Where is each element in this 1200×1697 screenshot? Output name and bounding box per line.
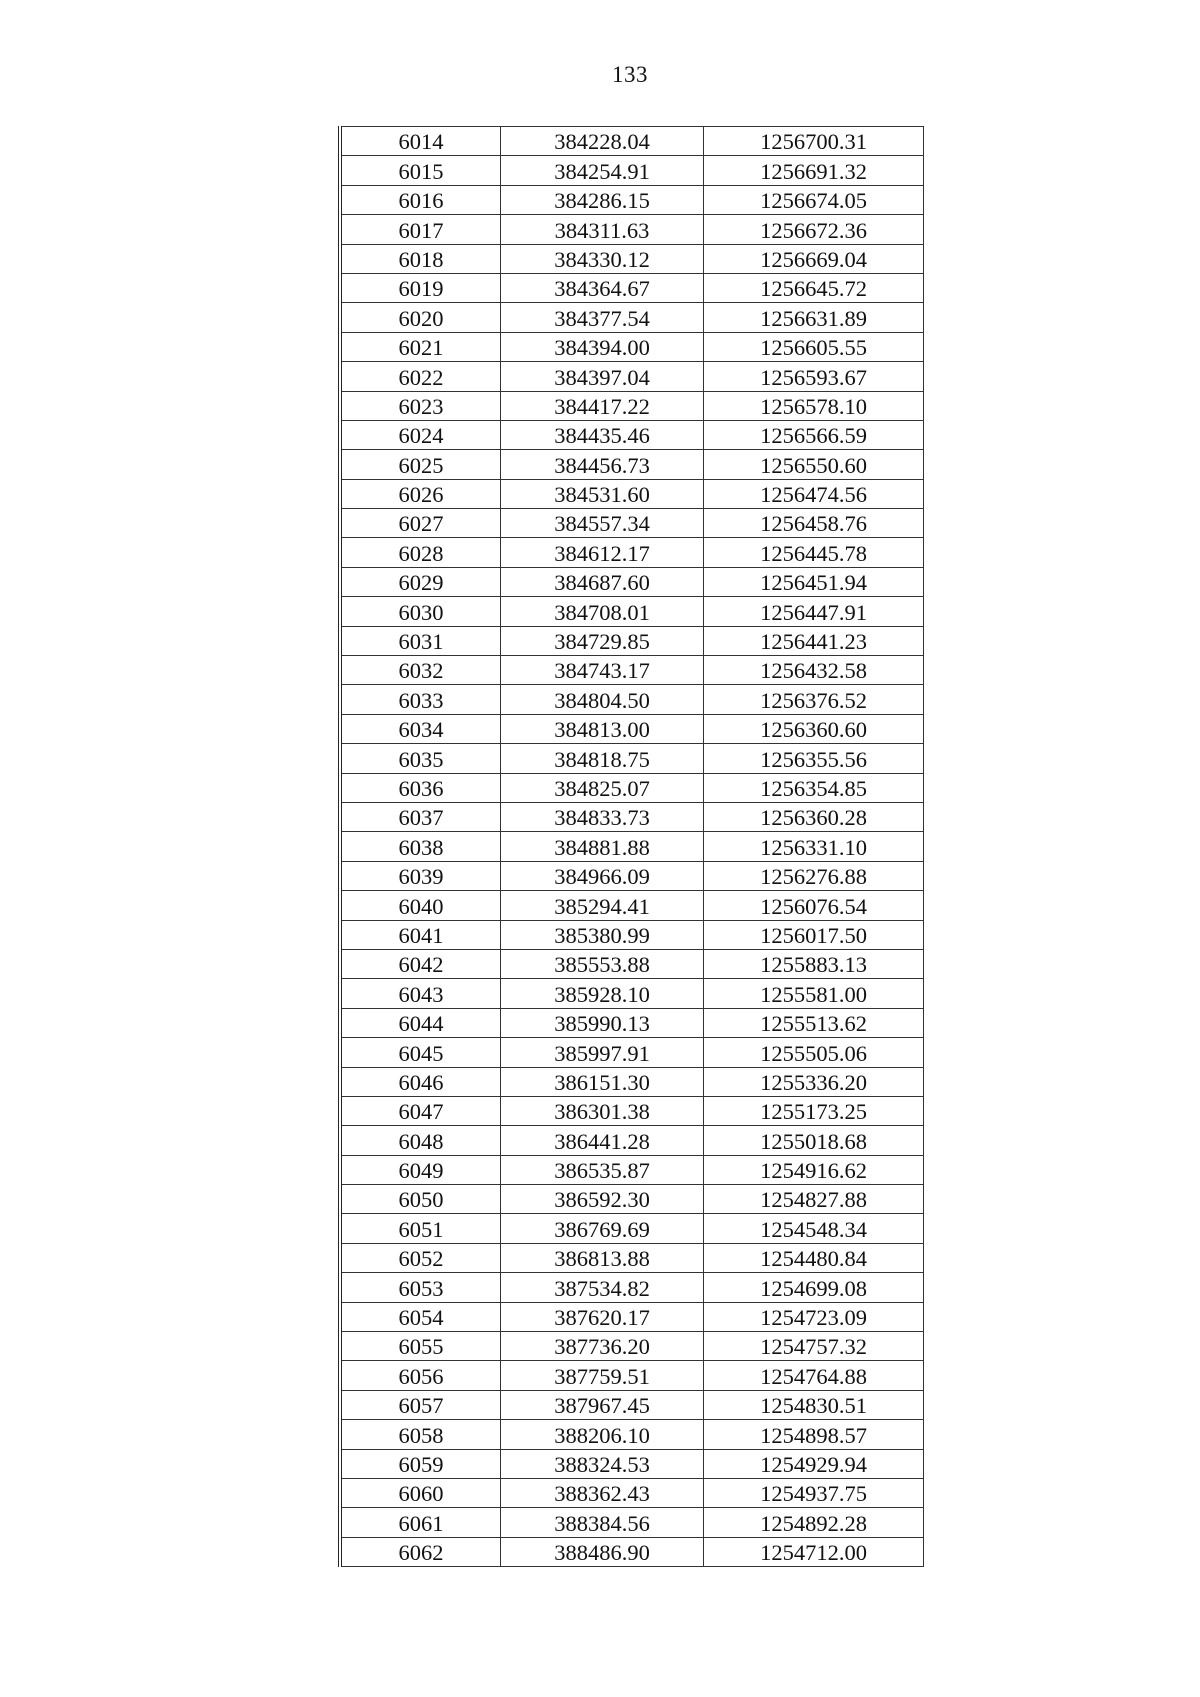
y-coordinate-cell: 1256354.85 [704, 773, 924, 802]
y-coordinate-cell: 1256445.78 [704, 538, 924, 567]
point-number-cell: 6018 [340, 244, 501, 273]
table-row [340, 1449, 924, 1478]
y-coordinate-cell: 1254548.34 [704, 1214, 924, 1243]
x-coordinate-cell: 384417.22 [501, 391, 704, 420]
x-coordinate-cell: 387534.82 [501, 1273, 704, 1302]
table-row [340, 685, 924, 714]
x-coordinate-cell: 384804.50 [501, 685, 704, 714]
table-row [340, 479, 924, 508]
y-coordinate-cell: 1256645.72 [704, 273, 924, 302]
table-row [340, 1126, 924, 1155]
x-coordinate-cell: 386769.69 [501, 1214, 704, 1243]
point-number-cell: 6055 [340, 1332, 501, 1361]
y-coordinate-cell: 1256017.50 [704, 920, 924, 949]
table-row [340, 714, 924, 743]
y-coordinate-cell: 1255513.62 [704, 1008, 924, 1037]
point-number-cell: 6038 [340, 832, 501, 861]
table-row [340, 362, 924, 391]
y-coordinate-cell: 1254757.32 [704, 1332, 924, 1361]
table-row [340, 832, 924, 861]
y-coordinate-cell: 1256458.76 [704, 509, 924, 538]
point-number-cell: 6046 [340, 1067, 501, 1096]
y-coordinate-cell: 1254699.08 [704, 1273, 924, 1302]
point-number-cell: 6030 [340, 597, 501, 626]
point-number-cell: 6022 [340, 362, 501, 391]
x-coordinate-cell: 384729.85 [501, 626, 704, 655]
x-coordinate-cell: 384881.88 [501, 832, 704, 861]
table-row [340, 626, 924, 655]
table-row [340, 597, 924, 626]
table-row [340, 273, 924, 302]
x-coordinate-cell: 384364.67 [501, 273, 704, 302]
x-coordinate-cell: 384394.00 [501, 332, 704, 361]
table-row [340, 391, 924, 420]
point-number-cell: 6056 [340, 1361, 501, 1390]
y-coordinate-cell: 1254937.75 [704, 1478, 924, 1507]
x-coordinate-cell: 384286.15 [501, 185, 704, 214]
y-coordinate-cell: 1255505.06 [704, 1038, 924, 1067]
y-coordinate-cell: 1256700.31 [704, 127, 924, 156]
point-number-cell: 6024 [340, 420, 501, 449]
table-row [340, 1508, 924, 1537]
x-coordinate-cell: 385928.10 [501, 979, 704, 1008]
x-coordinate-cell: 384966.09 [501, 861, 704, 890]
x-coordinate-cell: 385553.88 [501, 949, 704, 978]
y-coordinate-cell: 1256451.94 [704, 567, 924, 596]
x-coordinate-cell: 388206.10 [501, 1420, 704, 1449]
x-coordinate-cell: 386301.38 [501, 1096, 704, 1125]
table-row [340, 538, 924, 567]
coordinates-table-body [340, 127, 924, 1567]
y-coordinate-cell: 1256441.23 [704, 626, 924, 655]
y-coordinate-cell: 1254827.88 [704, 1185, 924, 1214]
table-row [340, 1243, 924, 1272]
point-number-cell: 6031 [340, 626, 501, 655]
table-row [340, 509, 924, 538]
point-number-cell: 6062 [340, 1537, 501, 1566]
x-coordinate-cell: 384254.91 [501, 156, 704, 185]
y-coordinate-cell: 1256669.04 [704, 244, 924, 273]
x-coordinate-cell: 384557.34 [501, 509, 704, 538]
y-coordinate-cell: 1254764.88 [704, 1361, 924, 1390]
y-coordinate-cell: 1256674.05 [704, 185, 924, 214]
x-coordinate-cell: 384377.54 [501, 303, 704, 332]
y-coordinate-cell: 1255883.13 [704, 949, 924, 978]
table-row [340, 303, 924, 332]
table-row [340, 1390, 924, 1419]
table-row [340, 861, 924, 890]
x-coordinate-cell: 384330.12 [501, 244, 704, 273]
table-row [340, 979, 924, 1008]
point-number-cell: 6049 [340, 1155, 501, 1184]
point-number-cell: 6032 [340, 656, 501, 685]
y-coordinate-cell: 1254712.00 [704, 1537, 924, 1566]
y-coordinate-cell: 1256276.88 [704, 861, 924, 890]
page-number: 133 [612, 62, 648, 87]
table-row [340, 185, 924, 214]
y-coordinate-cell: 1256691.32 [704, 156, 924, 185]
y-coordinate-cell: 1256355.56 [704, 744, 924, 773]
x-coordinate-cell: 384435.46 [501, 420, 704, 449]
point-number-cell: 6048 [340, 1126, 501, 1155]
point-number-cell: 6015 [340, 156, 501, 185]
table-row [340, 1096, 924, 1125]
point-number-cell: 6014 [340, 127, 501, 156]
x-coordinate-cell: 384397.04 [501, 362, 704, 391]
table-row [340, 744, 924, 773]
y-coordinate-cell: 1256550.60 [704, 450, 924, 479]
y-coordinate-cell: 1256566.59 [704, 420, 924, 449]
x-coordinate-cell: 384708.01 [501, 597, 704, 626]
point-number-cell: 6051 [340, 1214, 501, 1243]
point-number-cell: 6039 [340, 861, 501, 890]
y-coordinate-cell: 1256360.60 [704, 714, 924, 743]
y-coordinate-cell: 1254898.57 [704, 1420, 924, 1449]
y-coordinate-cell: 1254916.62 [704, 1155, 924, 1184]
point-number-cell: 6057 [340, 1390, 501, 1419]
x-coordinate-cell: 384456.73 [501, 450, 704, 479]
x-coordinate-cell: 384687.60 [501, 567, 704, 596]
table-row [340, 156, 924, 185]
x-coordinate-cell: 385294.41 [501, 891, 704, 920]
coordinates-table [338, 126, 924, 1567]
x-coordinate-cell: 387620.17 [501, 1302, 704, 1331]
x-coordinate-cell: 386151.30 [501, 1067, 704, 1096]
y-coordinate-cell: 1255173.25 [704, 1096, 924, 1125]
table-row [340, 1067, 924, 1096]
x-coordinate-cell: 384531.60 [501, 479, 704, 508]
x-coordinate-cell: 384612.17 [501, 538, 704, 567]
point-number-cell: 6021 [340, 332, 501, 361]
point-number-cell: 6050 [340, 1185, 501, 1214]
x-coordinate-cell: 386535.87 [501, 1155, 704, 1184]
point-number-cell: 6053 [340, 1273, 501, 1302]
table-row [340, 949, 924, 978]
point-number-cell: 6061 [340, 1508, 501, 1537]
y-coordinate-cell: 1256593.67 [704, 362, 924, 391]
point-number-cell: 6026 [340, 479, 501, 508]
table-row [340, 1537, 924, 1566]
y-coordinate-cell: 1255018.68 [704, 1126, 924, 1155]
y-coordinate-cell: 1256578.10 [704, 391, 924, 420]
point-number-cell: 6040 [340, 891, 501, 920]
x-coordinate-cell: 385990.13 [501, 1008, 704, 1037]
x-coordinate-cell: 384833.73 [501, 802, 704, 831]
table-row [340, 1361, 924, 1390]
x-coordinate-cell: 387759.51 [501, 1361, 704, 1390]
x-coordinate-cell: 386441.28 [501, 1126, 704, 1155]
table-row [340, 127, 924, 156]
point-number-cell: 6041 [340, 920, 501, 949]
x-coordinate-cell: 384813.00 [501, 714, 704, 743]
y-coordinate-cell: 1256672.36 [704, 215, 924, 244]
x-coordinate-cell: 384228.04 [501, 127, 704, 156]
y-coordinate-cell: 1255336.20 [704, 1067, 924, 1096]
table-row [340, 891, 924, 920]
x-coordinate-cell: 384818.75 [501, 744, 704, 773]
y-coordinate-cell: 1256432.58 [704, 656, 924, 685]
x-coordinate-cell: 384743.17 [501, 656, 704, 685]
point-number-cell: 6019 [340, 273, 501, 302]
point-number-cell: 6052 [340, 1243, 501, 1272]
point-number-cell: 6023 [340, 391, 501, 420]
point-number-cell: 6058 [340, 1420, 501, 1449]
point-number-cell: 6037 [340, 802, 501, 831]
y-coordinate-cell: 1255581.00 [704, 979, 924, 1008]
point-number-cell: 6016 [340, 185, 501, 214]
point-number-cell: 6036 [340, 773, 501, 802]
table-row [340, 1478, 924, 1507]
point-number-cell: 6045 [340, 1038, 501, 1067]
x-coordinate-cell: 388324.53 [501, 1449, 704, 1478]
x-coordinate-cell: 388486.90 [501, 1537, 704, 1566]
x-coordinate-cell: 384311.63 [501, 215, 704, 244]
x-coordinate-cell: 387967.45 [501, 1390, 704, 1419]
table-row [340, 773, 924, 802]
y-coordinate-cell: 1256360.28 [704, 802, 924, 831]
table-row [340, 920, 924, 949]
table-row [340, 215, 924, 244]
point-number-cell: 6033 [340, 685, 501, 714]
point-number-cell: 6017 [340, 215, 501, 244]
point-number-cell: 6035 [340, 744, 501, 773]
point-number-cell: 6028 [340, 538, 501, 567]
table-row [340, 802, 924, 831]
y-coordinate-cell: 1254929.94 [704, 1449, 924, 1478]
y-coordinate-cell: 1256076.54 [704, 891, 924, 920]
x-coordinate-cell: 386592.30 [501, 1185, 704, 1214]
point-number-cell: 6027 [340, 509, 501, 538]
table-row [340, 1185, 924, 1214]
table-row [340, 420, 924, 449]
point-number-cell: 6025 [340, 450, 501, 479]
point-number-cell: 6047 [340, 1096, 501, 1125]
table-row [340, 1155, 924, 1184]
point-number-cell: 6029 [340, 567, 501, 596]
point-number-cell: 6060 [340, 1478, 501, 1507]
point-number-cell: 6020 [340, 303, 501, 332]
y-coordinate-cell: 1256376.52 [704, 685, 924, 714]
x-coordinate-cell: 386813.88 [501, 1243, 704, 1272]
table-row [340, 567, 924, 596]
point-number-cell: 6034 [340, 714, 501, 743]
point-number-cell: 6054 [340, 1302, 501, 1331]
y-coordinate-cell: 1256631.89 [704, 303, 924, 332]
table-row [340, 332, 924, 361]
point-number-cell: 6043 [340, 979, 501, 1008]
y-coordinate-cell: 1254723.09 [704, 1302, 924, 1331]
point-number-cell: 6059 [340, 1449, 501, 1478]
table-row [340, 1420, 924, 1449]
y-coordinate-cell: 1256447.91 [704, 597, 924, 626]
table-row [340, 1302, 924, 1331]
table-row [340, 1273, 924, 1302]
x-coordinate-cell: 384825.07 [501, 773, 704, 802]
x-coordinate-cell: 387736.20 [501, 1332, 704, 1361]
table-row [340, 450, 924, 479]
x-coordinate-cell: 388362.43 [501, 1478, 704, 1507]
point-number-cell: 6044 [340, 1008, 501, 1037]
x-coordinate-cell: 385380.99 [501, 920, 704, 949]
x-coordinate-cell: 388384.56 [501, 1508, 704, 1537]
table-row [340, 656, 924, 685]
y-coordinate-cell: 1254830.51 [704, 1390, 924, 1419]
table-row [340, 1214, 924, 1243]
point-number-cell: 6042 [340, 949, 501, 978]
y-coordinate-cell: 1256474.56 [704, 479, 924, 508]
y-coordinate-cell: 1254480.84 [704, 1243, 924, 1272]
y-coordinate-cell: 1256605.55 [704, 332, 924, 361]
y-coordinate-cell: 1254892.28 [704, 1508, 924, 1537]
y-coordinate-cell: 1256331.10 [704, 832, 924, 861]
x-coordinate-cell: 385997.91 [501, 1038, 704, 1067]
table-row [340, 1008, 924, 1037]
table-row [340, 244, 924, 273]
table-row [340, 1332, 924, 1361]
table-row [340, 1038, 924, 1067]
